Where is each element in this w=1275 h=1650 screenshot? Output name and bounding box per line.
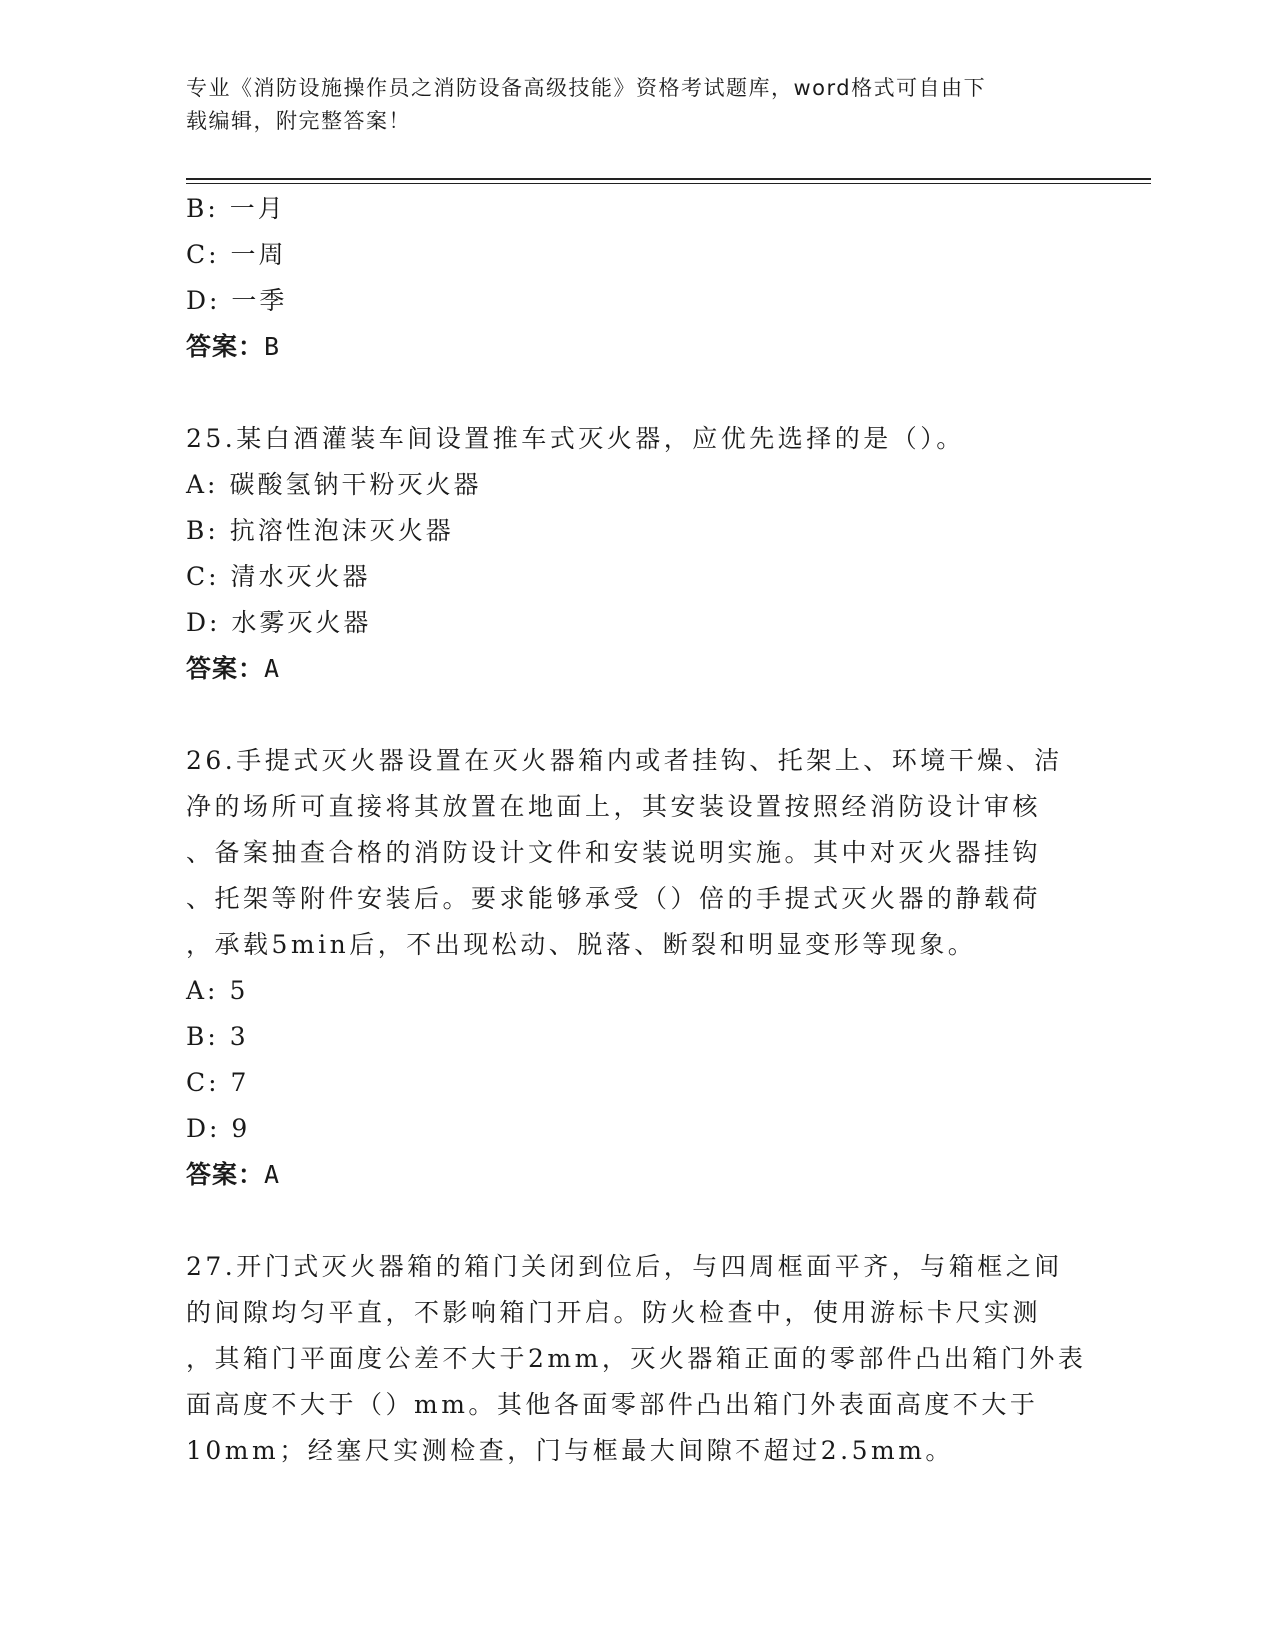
question-text xyxy=(186,416,1086,462)
answer-line xyxy=(186,324,1086,370)
question-line: 26.手提式灭火器设置在灭火器箱内或者挂钩、托架上、环境干燥、洁 xyxy=(186,746,1063,775)
question-27 xyxy=(186,1244,1086,1474)
option-label: C: xyxy=(186,240,220,269)
question-text xyxy=(186,1244,1086,1474)
answer-line xyxy=(186,646,1086,692)
header-divider-thick xyxy=(186,178,1151,180)
option-text: 7 xyxy=(230,1068,250,1097)
question-line: 27.开门式灭火器箱的箱门关闭到位后，与四周框面平齐，与箱框之间 xyxy=(186,1252,1063,1281)
option-a xyxy=(186,968,1086,1014)
header-line-2: 载编辑，附完整答案！ xyxy=(186,109,411,133)
option-text: 水雾灭火器 xyxy=(231,608,372,637)
question-content xyxy=(186,186,1086,1474)
header-divider-thin xyxy=(186,183,1151,184)
option-label: C: xyxy=(186,1068,220,1097)
answer-value: A xyxy=(264,654,281,683)
option-text: 9 xyxy=(231,1114,251,1143)
option-c xyxy=(186,232,1086,278)
spacer xyxy=(186,370,1086,416)
page-header xyxy=(186,72,1066,138)
option-d xyxy=(186,1106,1086,1152)
answer-label: 答案： xyxy=(186,332,265,361)
question-line: 25.某白酒灌装车间设置推车式灭火器，应优先选择的是（）。 xyxy=(186,424,965,453)
question-line: 的间隙均匀平直，不影响箱门开启。防火检查中，使用游标卡尺实测 xyxy=(186,1298,1042,1327)
option-text: 清水灭火器 xyxy=(230,562,371,591)
question-line: 10mm；经塞尺实测检查，门与框最大间隙不超过2.5mm。 xyxy=(186,1436,954,1465)
option-text: 一月 xyxy=(229,194,286,223)
option-b xyxy=(186,186,1086,232)
question-25 xyxy=(186,416,1086,692)
option-text: 一季 xyxy=(231,286,288,315)
option-text: 抗溶性泡沫灭火器 xyxy=(229,516,454,545)
answer-value: A xyxy=(264,1160,281,1189)
question-line: 、备案抽查合格的消防设计文件和安装说明实施。其中对灭火器挂钩 xyxy=(186,838,1042,867)
question-line: 面高度不大于（）mm。其他各面零部件凸出箱门外表面高度不大于 xyxy=(186,1390,1039,1419)
option-label: B: xyxy=(186,194,219,223)
option-label: A: xyxy=(186,470,219,499)
option-label: A: xyxy=(186,976,219,1005)
option-b xyxy=(186,1014,1086,1060)
answer-label: 答案： xyxy=(186,654,265,683)
answer-value: B xyxy=(264,332,281,361)
question-line: 、托架等附件安装后。要求能够承受（）倍的手提式灭火器的静载荷 xyxy=(186,884,1042,913)
option-label: B: xyxy=(186,1022,219,1051)
option-c xyxy=(186,1060,1086,1106)
header-line-1: 专业《消防设施操作员之消防设备高级技能》资格考试题库，word格式可自由下 xyxy=(186,76,987,100)
option-d xyxy=(186,600,1086,646)
spacer xyxy=(186,692,1086,738)
option-d xyxy=(186,278,1086,324)
question-line: 净的场所可直接将其放置在地面上，其安装设置按照经消防设计审核 xyxy=(186,792,1042,821)
answer-line xyxy=(186,1152,1086,1198)
option-c xyxy=(186,554,1086,600)
question-26 xyxy=(186,738,1086,1198)
option-b xyxy=(186,508,1086,554)
option-text: 碳酸氢钠干粉灭火器 xyxy=(229,470,482,499)
spacer xyxy=(186,1198,1086,1244)
option-label: D: xyxy=(186,608,221,637)
option-label: C: xyxy=(186,562,220,591)
question-text xyxy=(186,738,1086,968)
option-text: 5 xyxy=(229,976,249,1005)
question-line: ，其箱门平面度公差不大于2mm，灭火器箱正面的零部件凸出箱门外表 xyxy=(186,1344,1087,1373)
option-label: D: xyxy=(186,286,221,315)
option-text: 3 xyxy=(229,1022,249,1051)
answer-label: 答案： xyxy=(186,1160,265,1189)
option-a xyxy=(186,462,1086,508)
option-label: D: xyxy=(186,1114,221,1143)
prev-question-block xyxy=(186,186,1086,370)
option-label: B: xyxy=(186,516,219,545)
question-line: ，承载5min后，不出现松动、脱落、断裂和明显变形等现象。 xyxy=(186,930,977,959)
option-text: 一周 xyxy=(230,240,287,269)
